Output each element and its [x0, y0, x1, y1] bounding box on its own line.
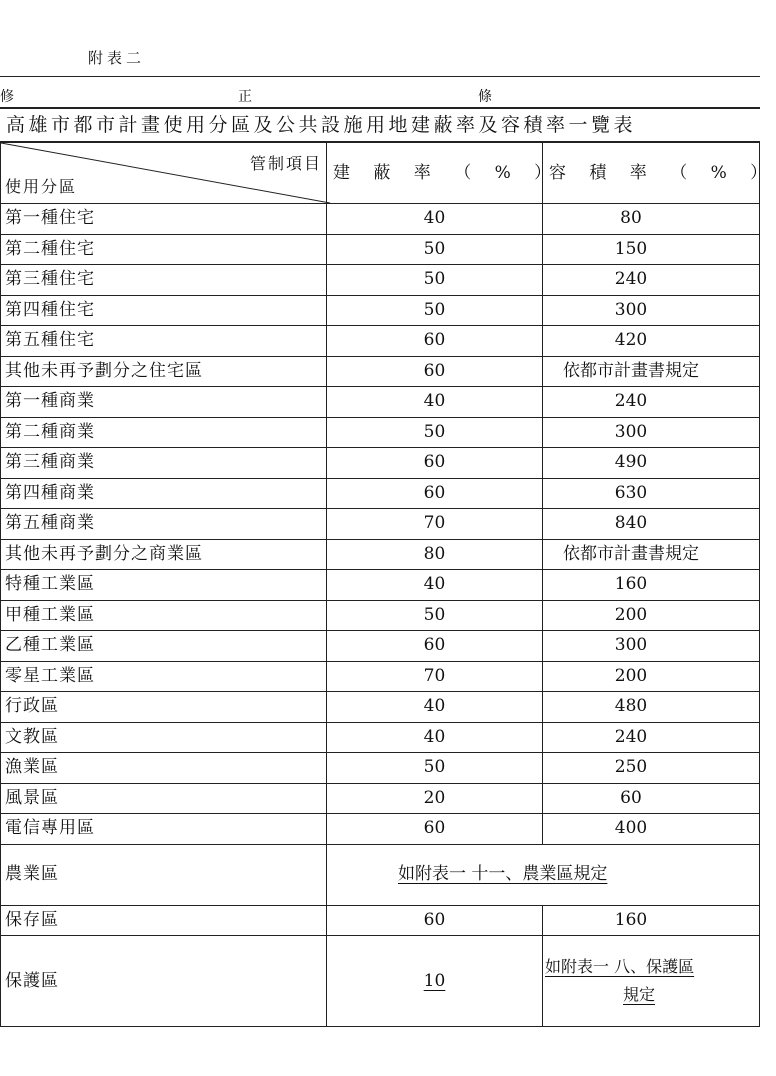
coverage-cell: 60: [327, 631, 543, 662]
table-row: [1, 509, 760, 540]
far-cell: 300: [543, 295, 760, 326]
table-row: [1, 570, 760, 601]
table-row: [1, 814, 760, 845]
table-row: [1, 722, 760, 753]
zone-cell: 保護區: [1, 936, 327, 1027]
ratio-table: [0, 142, 776, 1027]
coverage-cell: 50: [327, 753, 543, 784]
table-row-agriculture: [1, 844, 760, 905]
coverage-cell: 60: [327, 448, 543, 479]
far-cell: 240: [543, 387, 760, 418]
coverage-cell: 60: [327, 326, 543, 357]
zone-cell: 風景區: [1, 783, 327, 814]
far-cell: 490: [543, 448, 760, 479]
document-frame: [0, 76, 776, 1027]
zone-cell: 第二種住宅: [1, 234, 327, 265]
protect-far-line-2-text: 規定: [623, 985, 656, 1004]
revision-heading: [0, 76, 760, 109]
coverage-cell: 60: [327, 478, 543, 509]
zone-cell: 第二種商業: [1, 417, 327, 448]
zone-cell: 其他未再予劃分之住宅區: [1, 356, 327, 387]
zone-cell: 行政區: [1, 692, 327, 723]
coverage-cell: 40: [327, 570, 543, 601]
coverage-cell: 50: [327, 295, 543, 326]
far-cell: 200: [543, 661, 760, 692]
table-row: [1, 631, 760, 662]
table-row: [1, 387, 760, 418]
zone-cell: 其他未再予劃分之商業區: [1, 539, 327, 570]
far-cell: 300: [543, 631, 760, 662]
table-title: 高雄市都市計畫使用分區及公共設施用地建蔽率及容積率一覽表: [0, 109, 760, 142]
coverage-cell: 60: [327, 356, 543, 387]
far-cell: [543, 936, 760, 1027]
table-row: [1, 417, 760, 448]
table-row: [1, 326, 760, 357]
coverage-cell: 20: [327, 783, 543, 814]
coverage-cell: 40: [327, 204, 543, 235]
table-row: [1, 448, 760, 479]
control-item-label: 管制項目: [249, 154, 322, 173]
zone-cell: 第五種住宅: [1, 326, 327, 357]
table-row: [1, 539, 760, 570]
zone-cell: 第一種住宅: [1, 204, 327, 235]
zone-cell: 第四種商業: [1, 478, 327, 509]
table-row: [1, 265, 760, 296]
zone-cell: 第三種住宅: [1, 265, 327, 296]
heading-char-3: 條: [478, 89, 492, 105]
zone-cell: 特種工業區: [1, 570, 327, 601]
far-cell: 840: [543, 509, 760, 540]
coverage-cell: 50: [327, 600, 543, 631]
agri-rule-cell: [327, 844, 760, 905]
far-cell: 240: [543, 722, 760, 753]
far-cell: 250: [543, 753, 760, 784]
table-header-row: [1, 143, 760, 204]
coverage-cell: 40: [327, 692, 543, 723]
coverage-header: 建 蔽 率 （ % ）: [327, 143, 543, 204]
zone-cell: 零星工業區: [1, 661, 327, 692]
heading-char-1: 修: [0, 89, 14, 105]
zone-label: 使用分區: [5, 177, 78, 196]
far-cell: 150: [543, 234, 760, 265]
table-row-preservation: [1, 905, 760, 936]
zone-cell: 文教區: [1, 722, 327, 753]
table-row: [1, 234, 760, 265]
coverage-cell: 40: [327, 387, 543, 418]
zone-cell: 乙種工業區: [1, 631, 327, 662]
zone-cell: 第三種商業: [1, 448, 327, 479]
zone-cell: 漁業區: [1, 753, 327, 784]
table-row: [1, 661, 760, 692]
table-row: [1, 600, 760, 631]
far-cell: 依都市計畫書規定: [543, 539, 760, 570]
table-row: [1, 692, 760, 723]
far-cell: 160: [543, 905, 760, 936]
zone-cell: 甲種工業區: [1, 600, 327, 631]
protect-coverage-value: 10: [423, 970, 446, 991]
table-row: [1, 753, 760, 784]
far-cell: 480: [543, 692, 760, 723]
far-header: 容 積 率 （ % ）: [543, 143, 760, 204]
zone-cell: 第一種商業: [1, 387, 327, 418]
coverage-cell: 50: [327, 417, 543, 448]
table-row: [1, 356, 760, 387]
far-cell: 160: [543, 570, 760, 601]
far-cell: 依都市計畫書規定: [543, 356, 760, 387]
far-cell: 80: [543, 204, 760, 235]
zone-cell: 保存區: [1, 905, 327, 936]
far-cell: 300: [543, 417, 760, 448]
coverage-cell: 60: [327, 905, 543, 936]
coverage-cell: 50: [327, 265, 543, 296]
zone-cell: 電信專用區: [1, 814, 327, 845]
coverage-cell: 50: [327, 234, 543, 265]
far-cell: 420: [543, 326, 760, 357]
header-diagonal-cell: [1, 143, 327, 204]
far-cell: 200: [543, 600, 760, 631]
table-row-protection: [1, 936, 760, 1027]
zone-cell: 第四種住宅: [1, 295, 327, 326]
protect-far-line-2: [545, 981, 719, 1009]
appendix-label: 附表二: [88, 49, 146, 67]
far-cell: 240: [543, 265, 760, 296]
coverage-cell: 70: [327, 509, 543, 540]
agri-rule-text: 如附表一 十一、農業區規定: [398, 864, 608, 884]
coverage-cell: 80: [327, 539, 543, 570]
coverage-cell: 40: [327, 722, 543, 753]
table-row: [1, 783, 760, 814]
far-cell: 400: [543, 814, 760, 845]
table-row: [1, 478, 760, 509]
zone-cell: 農業區: [1, 844, 327, 905]
coverage-cell: [327, 936, 543, 1027]
table-row: [1, 295, 760, 326]
coverage-cell: 70: [327, 661, 543, 692]
protect-far-line-1: 如附表一 八、保護區: [545, 957, 695, 976]
far-cell: 60: [543, 783, 760, 814]
heading-char-2: 正: [238, 89, 252, 105]
zone-cell: 第五種商業: [1, 509, 327, 540]
table-row: [1, 204, 760, 235]
coverage-cell: 60: [327, 814, 543, 845]
far-cell: 630: [543, 478, 760, 509]
